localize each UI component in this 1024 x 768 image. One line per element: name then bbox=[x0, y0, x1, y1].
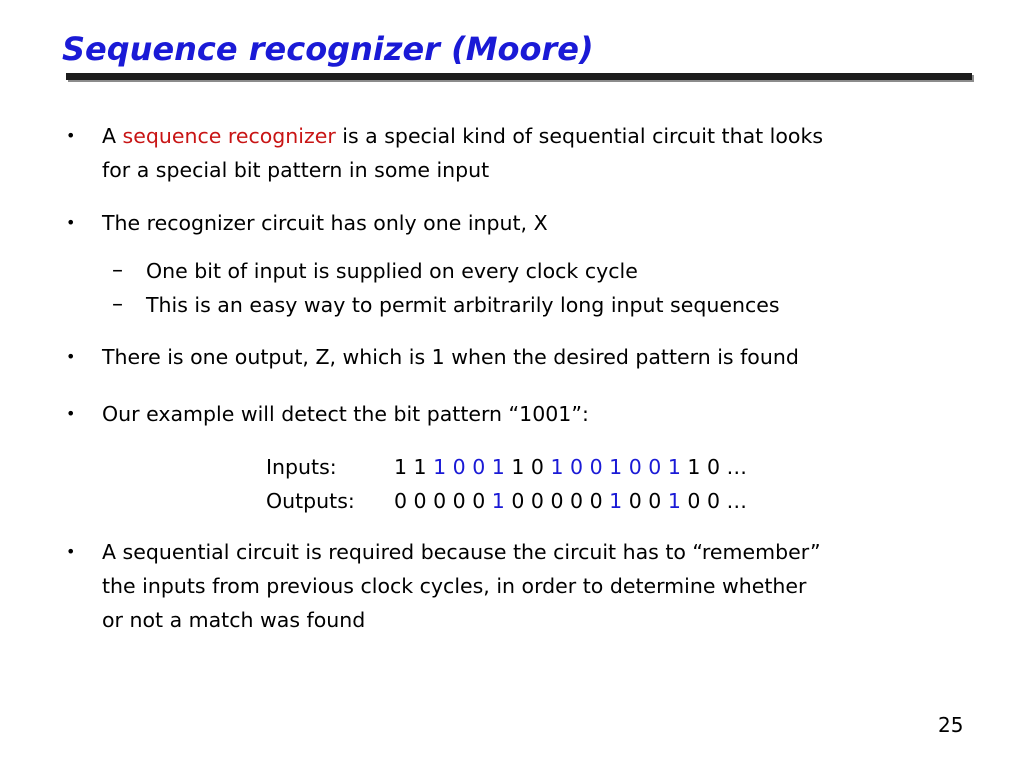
bullet-dot: • bbox=[66, 347, 76, 366]
dash-marker: – bbox=[112, 292, 123, 317]
seq-segment: 1 1 bbox=[394, 455, 434, 479]
bullet-text-post: is a special kind of sequential circuit that looks bbox=[335, 124, 824, 148]
bullet-text-line2: for a special bit pattern in some input bbox=[102, 158, 490, 182]
outputs-sequence bbox=[394, 484, 747, 518]
inputs-label: Inputs: bbox=[266, 455, 337, 479]
slide-title: Sequence recognizer (Moore) bbox=[62, 30, 594, 68]
sub-bullet-text: One bit of input is supplied on every clock cycle bbox=[146, 259, 638, 283]
sub-bullet-text: This is an easy way to permit arbitrarily long input sequences bbox=[146, 293, 780, 317]
seq-segment-match: 1 bbox=[491, 489, 505, 513]
bullet-dot: • bbox=[66, 126, 76, 145]
bullet-text: Our example will detect the bit pattern “1001”: bbox=[102, 402, 589, 426]
outputs-label: Outputs: bbox=[266, 489, 355, 513]
bullet-text-line3: or not a match was found bbox=[102, 608, 366, 632]
page-number: 25 bbox=[938, 713, 964, 737]
seq-segment: 0 0 0 0 0 bbox=[394, 489, 492, 513]
seq-segment: 1 0 bbox=[504, 455, 551, 479]
seq-segment-match: 1 0 0 1 bbox=[433, 455, 505, 479]
seq-segment: 0 0 0 0 0 bbox=[504, 489, 610, 513]
seq-segment-match: 1 bbox=[667, 489, 681, 513]
dash-marker: – bbox=[112, 258, 123, 283]
seq-segment: 0 0 … bbox=[680, 489, 748, 513]
bullet-dot: • bbox=[66, 542, 76, 561]
inputs-sequence bbox=[394, 450, 747, 484]
seq-segment: 0 0 bbox=[622, 489, 668, 513]
bullet-text: The recognizer circuit has only one input, X bbox=[102, 211, 548, 235]
bullet-text: A sequential circuit is required because the circuit has to “remember” bbox=[102, 540, 821, 564]
seq-segment: 1 0 … bbox=[680, 455, 748, 479]
bullet-text: There is one output, Z, which is 1 when the desired pattern is found bbox=[102, 345, 799, 369]
highlighted-term: sequence recognizer bbox=[122, 124, 336, 148]
bullet-text bbox=[102, 119, 962, 153]
bullet-text-pre: A bbox=[102, 124, 123, 148]
bullet-text-line2: the inputs from previous clock cycles, in order to determine whether bbox=[102, 574, 807, 598]
seq-segment-match: 1 0 0 1 0 0 1 bbox=[550, 455, 681, 479]
title-underline bbox=[66, 73, 972, 80]
seq-segment-match: 1 bbox=[609, 489, 623, 513]
bullet-dot: • bbox=[66, 213, 76, 232]
bullet-dot: • bbox=[66, 404, 76, 423]
